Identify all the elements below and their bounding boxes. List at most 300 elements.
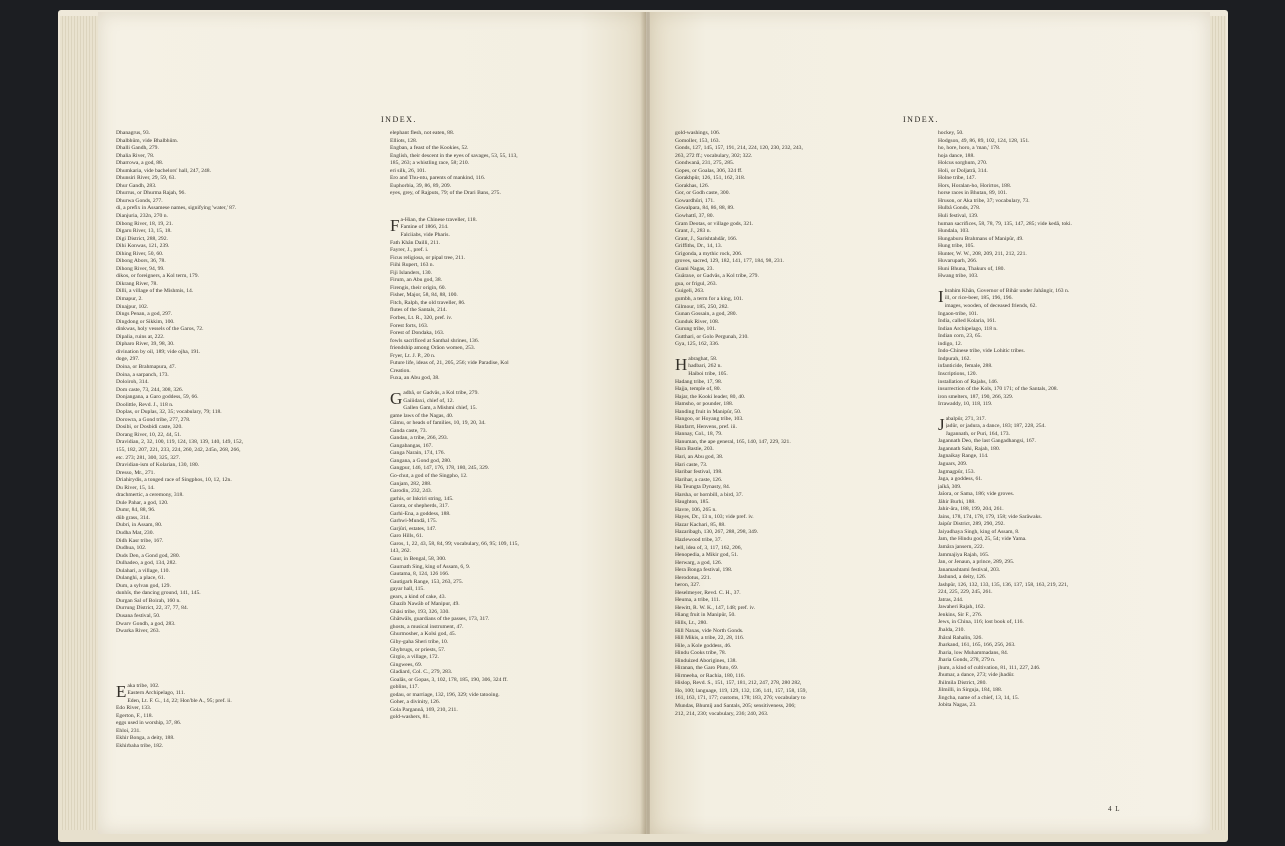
index-entry: Hamsho, or pounder, 188. [675,401,734,408]
index-entry: Gangana, a Gond god, 280. [390,457,452,464]
index-entry: Ha Teungta Dynasty, 84. [675,484,731,491]
index-entry: Jobita Nagas, 23. [938,702,977,709]
index-entry: Hazar Kachari, 85, 88. [675,521,726,528]
index-entry: hoja dance, 188. [938,152,975,159]
index-entry: Durgan Sal of Boirah, 160 n. [116,597,181,604]
index-entry: gold-washers, 81. [390,714,430,721]
index-entry: Hulbâ Gonds, 278. [938,205,981,212]
index-entry: Huli festival, 139. [938,213,979,220]
index-entry: Future life, ideas of, 21, 205, 256; vide Paradise, Kol [390,360,509,367]
left-page [98,12,646,834]
index-entry: Jews, in China, 116; lost book of, 116. [938,619,1024,626]
index-entry: Dikrang River, 78. [116,280,158,287]
index-entry: heron, 327. [675,582,701,589]
index-entry: Dipharo River, 39, 98, 30. [116,341,175,348]
index-entry: elephant flesh, not eaten, 88. [390,130,455,136]
index-entry: fowls sacrificed at Santhal shrines, 136. [390,337,480,344]
index-entry: Dharrowa, a god, 88. [116,160,164,167]
index-entry: Du River, 15, 14. [116,484,155,491]
index-entry: Gor, or Godh caste, 300. [675,190,730,197]
letter-section [116,683,366,751]
index-entry: Garhwi-Mundâ, 175. [390,518,438,525]
index-entry: Dinajpur, 102. [116,303,149,310]
index-entry: Jagmagpûr, 153. [938,468,975,475]
index-entry: Digaru River, 13, 15, 18. [116,228,172,235]
index-entry: Dorang River, 10, 22, 44, 51. [116,431,182,438]
index-entry: Dusana festival, 50. [116,613,161,619]
index-entry: Hannay, Col., 18, 79. [675,431,723,438]
index-entry: Jan, or Jenaun, a prince, 289, 295. [938,559,1015,566]
index-entry: Jingcha, name of a chief, 13, 14, 15. [938,694,1020,701]
index-entry: Ghazib Nawâb of Manipur, 49. [390,601,460,608]
index-entry: Gowhattî, 37, 80. [675,213,714,220]
index-entry: Jhumar, a dance, 273; vide jhadûr. [938,672,1015,679]
index-entry: Hunter, W. W., 208, 209, 211, 212, 221. [938,250,1027,257]
index-entry: Dings Penan, a god, 297. [116,311,173,318]
index-entry: Huvaruparh, 266. [938,258,978,265]
index-entry: Hadang tribe, 17, 98. [675,378,723,385]
index-entry: Dumr, 84, 88, 96. [116,507,156,514]
index-entry: Doina, or Brahmapura, 47. [116,363,176,370]
index-entry: Garos, 1, 22, 43, 58, 84, 99; vocabulary, 66, 95; 109, 115, [390,540,519,547]
index-entry: Dwarv Gondh, a god, 283. [116,620,176,627]
index-entry: Ghâsi tribe, 193, 326, 330. [390,608,450,615]
index-entry: Hari caste, 73. [675,461,708,468]
index-entry: ho, hore, horo, a 'man,' 178. [938,145,1001,152]
index-entry: Jâhir Burhi, 188. [938,498,976,505]
index-entry: Hayes, Dr., 13 n, 103; vide pref. iv. [675,514,754,521]
index-entry: indigo, 12. [938,340,963,347]
index-entry: Gaiiidaxi, chief of, 12. [403,397,454,404]
letter-section [938,288,1200,409]
index-entry: Forest of Dondaka, 163. [390,330,445,337]
index-entry: Gutthari, or Golo Pergunah, 210. [675,333,749,340]
index-entry: Grant, J., 283 n. [675,228,711,235]
index-entry: installation of Rajahs, 146. [938,378,999,385]
index-entry: Fryer, Lt. J. P., 20 n. [390,352,436,359]
index-entry: Ficus religiosa, or pipal tree, 211. [390,254,465,261]
index-entry: Hors, Horalan-ho, Horirtos, 188. [938,182,1012,189]
index-entry: Gaur, in Bengal, 58, 300. [390,555,447,562]
index-entry: Forbes, Lt. R., 320, pref. iv. [390,315,453,322]
index-entry: Ganga Narain, 174, 176. [390,450,445,457]
index-entry: ghosts, a musical instrument, 47. [390,623,464,630]
index-entry: Creation. [390,367,411,374]
right-column-1 [675,130,930,718]
index-entry: Gâmu, or heads of families, 10, 19, 20, 34. [390,420,486,427]
index-entry: gumbh, a term for a king, 101. [675,296,744,303]
index-entry: Gram Deotas, or village gods, 321. [675,220,754,227]
index-entry: Hruson, or Aka tribe, 37; vocabulary, 73. [938,197,1030,204]
index-entry: Jashpûr, 126, 132, 133, 135, 136, 137, 158, 163, 219, 221, [938,581,1069,588]
letter-section [675,356,930,718]
index-entry: Hanfarrt, Henvens, pref. iii. [675,423,737,430]
index-entry: Heuma, a tribe, 111. [675,597,721,604]
index-entry: Gladiard, Col. C., 279, 283. [390,669,453,676]
index-entry: Ghurmosher, a Kolsi god, 45. [390,631,457,638]
index-entry: 155, 182, 207, 221, 233, 224, 260, 242, 245n, 268, 266, [116,446,241,453]
index-entry: Dipalia, ruins at, 222. [116,333,165,340]
index-entry: Gunduk River, 108. [675,318,720,325]
index-entry: Dibong Abors, 36, 78. [116,258,166,265]
index-entry: jhum, a kind of cultivation, 81, 111, 227, 246. [938,664,1041,671]
index-entry: Fiji Islanders, 130. [390,269,432,276]
index-entry: Jains, 178, 174, 178, 179, 158; vide Sarâwaks. [938,513,1042,520]
drop-cap-letter: G [390,388,403,408]
index-entry: Dom caste, 73, 244, 308, 326. [116,386,184,393]
index-entry: adbâ, or Gadvâs, a Kol tribe, 279. [403,389,479,396]
index-entry: Goalâs, or Gopas, 3, 102, 178, 185, 190, 306, 324 ff. [390,676,508,683]
index-entry: doge, 297. [116,356,140,363]
index-entry: 212, 214, 230; vocabulary, 236; 240, 263. [675,710,769,717]
index-entry: Jaîora, or Sama, 186; vide groves. [938,491,1015,498]
index-entry: Dhumkaria, vide bachelors' hall, 247, 248. [116,167,211,174]
index-entry: Gangabangas, 167. [390,442,433,449]
index-entry: Gomoller, 153, 163. [675,137,720,144]
index-entry: Mundas, Bhumij and Santals, 205; sensitiveness, 206; [675,703,796,710]
index-entry: Girgio, a village, 172. [390,654,439,661]
index-entry: Elliots, 128. [390,137,418,144]
index-entry: Harihar, a caste, 126. [675,476,723,483]
index-entry: eggs used in worship, 37, 86. [116,720,182,727]
index-entry: Ekhirbaha tribe, 182. [116,743,164,750]
index-entry: Holcus sorghum, 270. [938,160,988,167]
letter-section [390,217,640,383]
index-entry: Herodotus, 221. [675,574,711,581]
index-entry: Holi, or Doljatrâ, 314. [938,167,988,174]
index-entry: Firum, an Abu god, 38. [390,277,443,284]
index-entry: Garhi-Ena, a goddess, 188. [390,510,451,517]
index-entry: Hinduized Aborigines, 138. [675,657,737,664]
index-entry: Jagannath, or Puri, 164, 173. [945,430,1010,437]
index-entry: horse races in Bhutan, 89, 101. [938,190,1008,197]
index-entry: hadbari, 262 n. [688,363,722,370]
index-entry: Dhalli Gandh, 279. [116,145,159,152]
index-entry: Indian corn, 23, 65. [938,333,982,340]
index-entry: gua, or frigul, 263. [675,280,717,287]
index-entry: Huni Bhuna, Thakurs of, 180. [938,265,1005,272]
index-entry: Gurung tribe, 101. [675,326,717,333]
index-entry: Dresso, Mr., 271. [116,469,155,476]
index-entry: Jhâral Rahalin, 326. [938,634,983,641]
index-entry: images, wooden, of deceased friends, 62. [944,303,1037,310]
drop-cap-letter: I [938,286,944,306]
index-entry: Gandan, a tribe, 266, 293. [390,435,449,442]
index-entry: Egerton, F., 118. [116,712,153,719]
index-entry: Henopedia, a Mikir god, 51. [675,552,739,559]
index-entry: Gallen Gam, a Mishmi chief, 15. [403,405,477,412]
index-entry: Jagnaikay Range, 114. [938,453,989,460]
index-entry: Gunan Gossain, a god, 280. [675,311,737,318]
index-entry: Jagannath Deo, the last Gangadhangsi, 167. [938,438,1036,445]
index-entry: Dhalbhûm, vide Bhalbhûm. [116,137,179,144]
index-entry: Digi District, 288, 292. [116,235,168,242]
page-stack-right [1210,16,1226,830]
index-entry: divination by oil, 189; vide ojha, 191. [116,348,201,355]
index-entry: Jaga, a goddess, 61. [938,476,983,483]
index-entry: drachmertic, a ceremony, 318. [116,492,184,499]
index-entry: Jam, the Hindu god, 25, 54; vide Yama. [938,536,1027,543]
index-entry: hell, idea of, 3, 117, 162, 206, [675,544,742,551]
index-entry: Hundala, 103. [938,228,970,235]
letter-section [390,390,640,722]
index-entry: Jhalda, 210. [938,627,965,633]
index-entry: Gorakhas, 126. [675,182,710,189]
index-entry: Garodin, 232, 243. [390,488,433,495]
index-entry: Doplas, or Duplas, 32, 35; vocabulary, 79; 118. [116,409,222,416]
index-entry: game laws of the Nagas, 40. [390,412,454,419]
index-entry: Hislop, Revd. S., 151, 157, 181, 212, 247, 278, 280 282, [675,680,802,687]
index-entry: Hazlewood tribe, 37. [675,536,722,543]
index-entry: Hangoo, or Hoyang tribe, 103. [675,416,744,423]
index-entry: Haribar festival, 198. [675,469,723,476]
index-entry: Ingaon-tribe, 101. [938,310,979,317]
index-entry: Dulanghi, a place, 61. [116,575,166,582]
index-entry: Hajja, temple of, 80. [675,386,721,393]
index-entry: Hirmeeha, or Rachia, 180, 116. [675,672,746,679]
index-entry: Fath Khân Dailli, 211. [390,239,440,246]
index-entry: Ehloi, 231. [116,727,141,734]
index-entry: Jilmilli, in Sirguja, 184, 188. [938,687,1003,694]
index-entry: ill, or rice-beer, 185, 196, 196. [944,295,1013,302]
index-entry: Ekhir Bonga, a deity, 188. [116,735,175,742]
index-entry: Dilli, a village of the Mishmis, 14. [116,288,194,295]
index-entry: Dingdong or Sikkim, 100. [116,318,175,325]
index-entry: etc. 273; 281, 300, 325, 327. [116,454,181,461]
index-entry: Fisher, Major, 58, 84, 88, 100. [390,292,458,299]
index-entry: Gautigarh Range, 153, 263, 275. [390,578,464,585]
index-entry: Dorowra, a Gond tribe, 277, 278. [116,416,191,423]
index-entry: Gilmour, 185, 250, 282. [675,303,729,310]
index-entry: Doloiroh, 314. [116,379,149,386]
index-entry: Dule Pahar, a god, 120. [116,499,169,506]
index-entry: Engban, a feast of the Kookies, 52. [390,145,469,152]
index-entry: Dhanagrus, 93. [116,130,151,136]
index-entry: Dulahari, a village, 110. [116,567,170,574]
index-entry: Garo Hills, 61. [390,533,424,540]
index-entry: Eastern Archipelago, 111. [127,690,186,697]
index-entry: Didh Kasr tribe, 167. [116,537,164,544]
index-entry: 161, 163, 171, 177; customs, 178; 183, 276; vocabulary to [675,695,806,702]
index-entry: Jaguars, 209. [938,460,968,467]
index-entry: Dhunsiri River, 29, 59, 63. [116,175,176,182]
index-entry: godau, or marriage, 132, 196, 329; vide tatooing. [390,691,500,698]
index-entry: 185, 263; a whistling race, 58; 210. [390,160,470,167]
index-entry: Dhurrus, or Dhurma Rajah, 96. [116,190,186,197]
index-entry: Gopes, or Goalas, 306, 324 ff. [675,167,743,174]
index-entry: Durrung District, 22, 37, 77, 84. [116,605,189,612]
index-entry: Jamâra jansern, 222. [938,543,984,550]
index-entry: Doina, a sarpanch, 173. [116,371,169,378]
index-entry: Jatras, 244. [938,596,964,603]
index-entry: jadûr, or jadura, a dance, 183; 187, 228, 254. [945,423,1046,430]
index-entry: Jharkand, 161, 165, 166, 256, 263. [938,642,1016,649]
index-entry: a-Hian, the Chinese traveller, 118. [400,216,477,223]
index-entry: Grant, J., Sarishtahdâr, 166. [675,235,738,242]
index-entry: 224, 225, 229, 245, 261. [938,589,993,596]
index-entry: Hill Mikis, a tribe, 22, 28, 116. [675,635,745,642]
index-entry: English, their descent in the eyes of savages, 53, 55, 113, [390,152,518,159]
index-entry: Duds Den, a Gond god, 280. [116,552,181,559]
index-entry: jaîkâ, 309. [938,483,962,490]
index-entry: Dwarka River, 263. [116,628,160,635]
index-entry: Dhur Gandh, 283. [116,182,157,189]
index-entry: Gonds, 127, 145, 157, 191, 214, 224, 120, 230, 232, 243, [675,145,803,152]
drop-cap-letter: F [390,215,400,235]
index-entry: Garjûri, estates, 147. [390,525,437,532]
index-entry: Dubri, in Assam, 80. [116,522,163,529]
index-entry: Doolittle, Revd. J., 118 n. [116,401,174,408]
index-entry: Dum, a sylvan god, 129. [116,582,171,589]
index-entry: friendship among Orâon women, 253. [390,345,476,352]
index-entry: Euphorbia, 39, 86, 89, 209. [390,182,452,189]
index-entry: Garota, or shepherds, 317. [390,503,450,510]
index-entry: Indpurah, 162. [938,355,971,362]
index-entry: Hills, Lt., 280. [675,620,708,626]
index-entry: Holne tribe, 147. [938,175,976,182]
index-entry: Ghâtwâls, guardians of the passes, 173, 317. [390,616,490,623]
index-entry: eyes, grey, of Rajputs, 79; of the Drari Bans, 275. [390,190,501,197]
index-entry: gears, a kind of cake, 43. [390,593,446,600]
page-folio: 4 L [1108,805,1121,813]
index-entry: Hung tribe, 105. [938,243,975,250]
index-entry: Hiang fruit in Manipûr, 50. [675,612,736,619]
index-entry: Dosibi, or Dosbidi caste, 320. [116,424,183,431]
index-entry: India, called Kolaria, 161. [938,318,997,325]
drop-cap-letter: E [116,681,127,701]
index-entry: Go-chut, a god of the Singpho, 12. [390,472,468,479]
index-entry: Hindu Cooks tribe, 78. [675,650,727,657]
index-entry: Gowalpara, 84, 86, 88, 89. [675,205,735,212]
index-entry: Dihong River, 94, 99. [116,265,165,272]
index-entry: Eden, Lt. F. G., 14, 22; Hon'ble A., 95; pref. ii. [127,697,232,704]
index-entry: Dimapur, 2. [116,296,143,303]
index-entry: Jhilmila District, 280. [938,679,987,686]
index-entry: Ero and Thu-ntu, parents of mankind, 116. [390,175,486,182]
index-entry: Janamashtami festival, 203. [938,566,1001,573]
index-entry: Fitch, Ralph, the old traveller, 86. [390,299,466,306]
index-entry: Dudhua, 102. [116,545,147,552]
index-entry: Dravidian-ism of Kolarian, 130, 180. [116,462,200,469]
index-entry: Indian Archipelago, 118 n. [938,325,998,332]
index-entry: dinkwas, holy vessels of the Garos, 72. [116,326,204,333]
index-entry: Gaurnath Sing, king of Assam, 6, 9. [390,563,471,570]
index-entry: Haiboi tribe, 105. [688,370,728,377]
index-entry: Jharia Gonds, 278, 279 n. [938,657,996,664]
index-entry: Dihi Konwas, 121, 239. [116,243,170,250]
index-entry: Dulhadeo, a god, 134, 282. [116,560,177,567]
drop-cap-letter: H [675,354,688,374]
index-entry: Ho, 100; language, 119, 129, 132, 136, 141, 157, 158, 159, [675,687,807,694]
index-entry: Hwang tribe, 103. [938,273,979,280]
page-stack-left [60,16,100,830]
index-entry: Haughton, 185. [675,499,710,506]
index-entry: Edo River, 133. [116,705,152,712]
index-entry: Hera Bonga festival, 198. [675,567,733,574]
left-running-head: INDEX. [381,115,417,124]
index-entry: Herwarg, a god, 126. [675,559,723,566]
index-entry: iron smelters, 187, 190, 266, 329. [938,393,1014,400]
index-entry: Gingwees, 69. [390,661,423,668]
index-entry: Gola Pargannâ, 169, 210, 211. [390,706,458,713]
index-entry: insurrection of the Kols, 170 171; of the Santals, 208. [938,386,1058,393]
index-entry: Indo-Chinese tribe, vide Lohitic tribes. [938,348,1025,355]
index-entry: Hodgson, 49, 86, 89, 102, 124, 128, 151. [938,137,1030,144]
left-column-1 [116,130,366,751]
index-entry: Jammajiya Rajah, 165. [938,551,990,558]
index-entry: Jharia, low Muhammadans, 84. [938,649,1009,656]
index-entry: gold-washings, 106. [675,130,721,136]
index-entry: Famine of 1866, 214. [400,224,449,231]
index-entry: Jahir-âra, 188, 199, 204, 261. [938,506,1004,513]
index-entry: Jashund, a deity, 126. [938,574,987,581]
index-entry: Dravidian, 2, 32, 100, 119, 124, 138, 139, 140, 149, 152, [116,439,244,446]
index-entry: Dibong River, 18, 19, 21. [116,220,173,227]
right-column-2 [938,130,1200,710]
index-entry: Dudha Mat, 230. [116,529,154,536]
index-entry: hockey, 50. [938,130,964,136]
index-entry: aka tribe, 102. [127,682,160,689]
index-entry: Havre, 106, 265 n. [675,506,717,513]
index-entry: gayar hall, 115. [390,586,425,593]
index-entry: Fayrer, J., pref. i. [390,247,429,254]
index-entry: 143, 262. [390,548,411,555]
index-entry: Jenkins, Sir F., 276. [938,611,983,618]
right-page [650,12,1210,834]
index-entry: Hari, an Abu god, 38. [675,453,724,460]
index-entry: human sacrifices, 58, 78, 79, 135, 147, 285; vide kedâ, toki. [938,220,1072,227]
index-entry: Hazaribagh, 130, 267, 288, 298, 349. [675,529,759,536]
index-entry: Gautama, 8, 124, 126 166. [390,571,450,578]
index-entry: Harsha, or hornbill, a bird, 37. [675,491,743,498]
index-entry: Heselmeyer, Revd. C. H., 37. [675,589,741,596]
index-entry: Gya, 125, 162, 336. [675,341,720,348]
index-entry: garhis, or Inkriri string, 145. [390,495,454,502]
index-entry: Ganda caste, 73. [390,427,427,434]
index-entry: Jaiyadhaya Singh, king of Assam, 8. [938,528,1020,535]
index-entry: Gondwanâ, 231, 275, 285. [675,160,735,167]
index-entry: Inscriptions, 120. [938,370,977,377]
index-entry: Gowardhûri, 171. [675,197,715,204]
index-entry: dûb grass, 314. [116,514,150,521]
right-running-head: INDEX. [903,115,939,124]
index-entry: Hajar, the Kooki leader, 80, 40. [675,393,746,400]
index-entry: Hara Bastie, 203. [675,446,714,453]
letter-section [938,416,1200,710]
index-entry: 263, 272 ff.; vocabulary, 302; 322. [675,152,753,159]
index-entry: Driahirydis, a tonged race of Singphos, 10, 12, 12n. [116,477,232,484]
index-entry: flutes of the Santals, 214. [390,307,447,314]
index-entry: Jaipûr District, 289, 290, 292. [938,521,1005,528]
index-entry: infanticide, female, 288. [938,363,993,370]
index-entry: Jagannath Sahi, Rajah, 180. [938,445,1001,452]
index-entry: Falciiabs, vide Pharis. [400,232,450,239]
index-entry: Hiranan, the Garo Pluto, 69. [675,665,739,672]
index-entry: Guani Nagas, 23. [675,265,714,272]
index-entry: Hewitt, R. W. K., 147, 148; pref. iv. [675,604,755,611]
index-entry: Guigeli, 263. [675,288,705,295]
index-entry: Dhurwa Gonds, 277. [116,197,163,204]
index-entry: groves, sacred, 129, 182, 141, 177, 184, 98, 231. [675,258,784,265]
index-entry: Guâraxe, or Gadvâs, a Kol tribe, 279. [675,273,759,280]
index-entry: Dihing River, 50, 60. [116,250,164,257]
index-entry: Ganjam, 282, 288. [390,480,432,487]
index-entry: Griffiths, Dr., 14, 13. [675,243,723,250]
index-entry: Goher, a divinity, 126. [390,699,441,706]
index-entry: abalpûr, 271, 317. [945,415,986,422]
index-entry: Hile, a Kole goddess, 46. [675,642,732,649]
index-entry: Ghybrugs, or priests, 57. [390,646,446,653]
